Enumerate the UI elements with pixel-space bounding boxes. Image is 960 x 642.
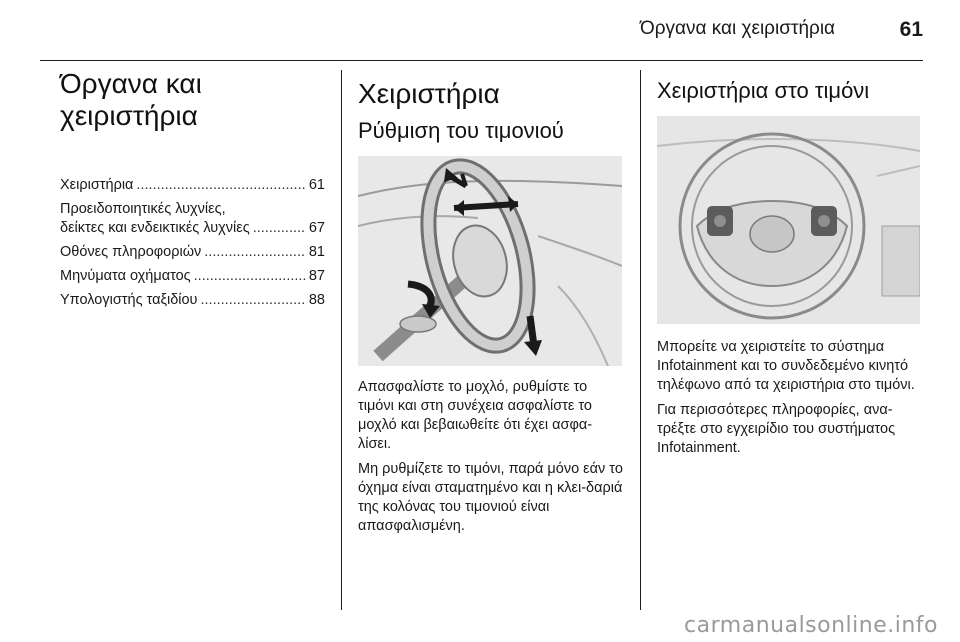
right-column [657, 68, 922, 464]
steering-controls-illustration [657, 116, 920, 324]
toc-leader-dots [204, 243, 306, 262]
steering-controls-description: Μπορείτε να χειριστείτε το σύστημα Infotainment και το συνδεδεμένο κινητό τηλέφωνο από τα χειριστήρια στο τιμόνι. [657, 339, 915, 393]
running-head-title: Όργανα και χειριστήρια [640, 18, 836, 39]
toc-entry-page: 87 [308, 268, 325, 284]
steering-adjustment-illustration [358, 156, 622, 366]
page-number: 61 [899, 18, 923, 41]
toc-entry-page: 67 [308, 220, 325, 236]
left-column [60, 68, 325, 315]
toc-entry-title: Προειδοποιητικές λυχνίες, δείκτες και ενδεικτικές λυχνίες [60, 201, 250, 236]
toc-entry-title: Χειριστήρια [60, 177, 134, 193]
column-divider-1 [341, 70, 342, 610]
toc-entry[interactable] [60, 200, 325, 238]
toc-entry[interactable] [60, 176, 325, 195]
column-divider-2 [640, 70, 641, 610]
section-title: Χειριστήρια [358, 78, 500, 109]
subsection-title: Ρύθμιση του τιμονιού [358, 118, 564, 143]
toc-entry-page: 81 [308, 244, 325, 260]
toc-entry[interactable] [60, 291, 325, 310]
watermark: carmanualsonline.info [684, 613, 938, 638]
toc-entry-page: 88 [308, 292, 325, 308]
toc-leader-dots [136, 176, 305, 195]
toc-entry-page: 61 [308, 177, 325, 193]
steering-adjustment-drawing [358, 156, 622, 366]
adjustment-warning: Μη ρυθμίζετε το τιμόνι, παρά μόνο εάν το όχημα είναι σταματημένο και η κλει-δαριά της κολόνας του τιμονιού είναι απασφαλισμένη. [358, 461, 623, 534]
adjustment-instructions: Απασφαλίστε το μοχλό, ρυθμίστε το τιμόνι και στη συνέχεια ασφαλίστε το μοχλό και βεβαιωθείτε ότι έχει ασφα-λίσει. [358, 379, 593, 452]
middle-column [358, 68, 623, 542]
toc-entry-title: Υπολογιστής ταξιδίου [60, 292, 198, 308]
steering-controls-title: Χειριστήρια στο τιμόνι [657, 78, 870, 103]
toc-entry-title: Οθόνες πληροφοριών [60, 244, 202, 260]
toc-leader-dots [201, 291, 306, 310]
toc-leader-dots [194, 267, 306, 286]
header-rule [40, 60, 923, 61]
table-of-contents [60, 176, 325, 310]
chapter-title: Όργανα και χειριστήρια [60, 68, 202, 131]
toc-entry-title: Μηνύματα οχήματος [60, 268, 191, 284]
steering-controls-drawing [657, 116, 920, 324]
toc-entry[interactable] [60, 267, 325, 286]
infotainment-reference: Για περισσότερες πληροφορίες, ανα-τρέξτε στο εγχειρίδιο του συστήματος Infotainment. [657, 402, 896, 456]
toc-leader-dots [253, 219, 306, 238]
toc-entry[interactable] [60, 243, 325, 262]
